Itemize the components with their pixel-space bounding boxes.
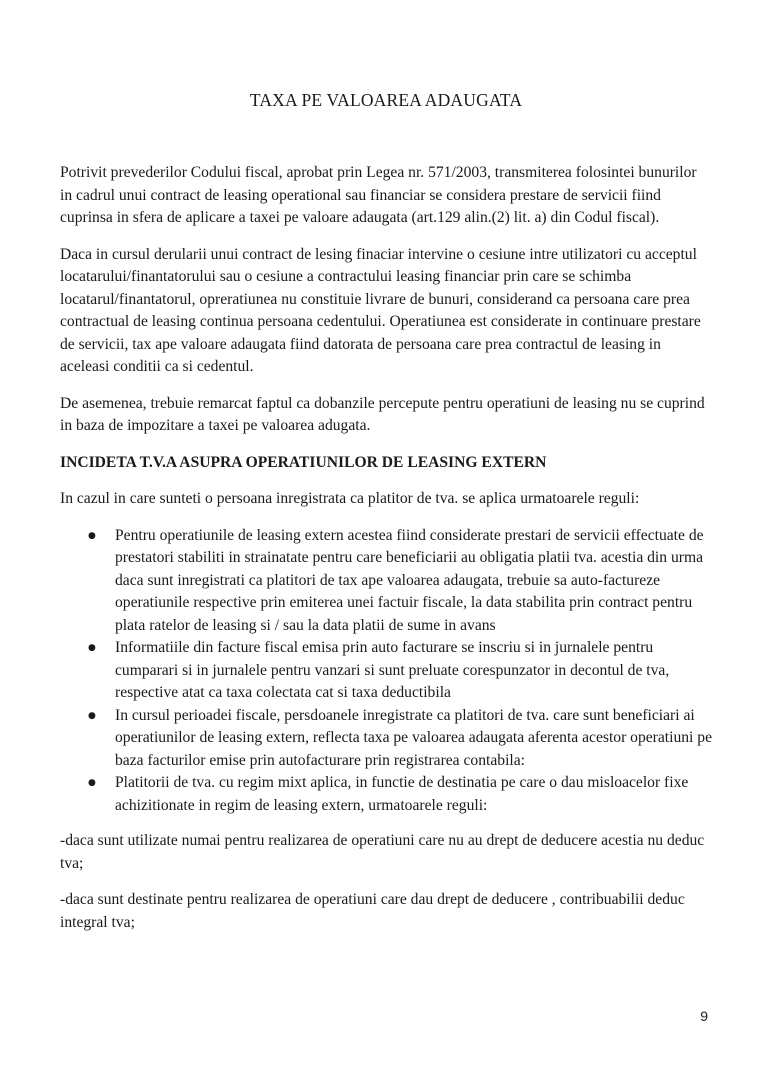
paragraph: De asemenea, trebuie remarcat faptul ca dobanzile percepute pentru operatiuni de leasing nu se cuprind in baza de impozitare a taxei pe valoarea adugata. [60,394,705,434]
bullet-list [60,525,712,818]
paragraph: Potrivit prevederilor Codului fiscal, aprobat prin Legea nr. 571/2003, transmiterea folosintei bunurilor in cadrul unui contract de leasing operational sau financiar se considera prestare de servicii fiind cuprinsa in sfera de aplicare a taxei pe valoare adaugata (art.129 alin.(2) lit. a) din Codul fiscal). [60,164,697,226]
paragraph: Daca in cursul derularii unui contract de lesing finaciar intervine o cesiune intre utilizatori cu acceptul locatarului/finantatorului sau o cesiune a contractului leasing financiar prin care se schimba locatarul/finantatorul, opreratiunea nu constituie livrare de bunuri, considerand ca persoana care prea contractual de leasing continua persoana cedentului. Operatiunea est considerate in continuare prestare de servicii, tax ape valoare adaugata fiind datorata de persoana care prea contractul de leasing in aceleasi conditii ca si cedentul. [60,245,701,375]
section-heading: INCIDETA T.V.A ASUPRA OPERATIUNILOR DE LEASING EXTERN [60,453,547,471]
bullet-item: ● Pentru operatiunile de leasing extern acestea fiind considerate prestari de servicii effectuate de prestatori stabiliti in strainatate pentru care beneficiarii au obligatia platii tva. acestia din urma daca sunt inregistrati ca platitori de tax ape valoarea adaugata, trebuie sa auto-factureze operatiunile respective prin emiterea unei factuir fiscale, la data stabilita prin contract pentru plata ratelor de leasing si / sau la data platii de sume in avans [115,525,712,638]
document-title: TAXA PE VALOAREA ADAUGATA [249,90,523,110]
closing-paragraph: -daca sunt utilizate numai pentru realizarea de operatiuni care nu au drept de deducere acestia nu deduc tva; [60,832,705,872]
bullet-item: ● Platitorii de tva. cu regim mixt aplica, in functie de destinatia pe care o dau misloacelor fixe achizitionate in regim de leasing extern, urmatoarele reguli: [115,772,712,817]
intro-paragraph: In cazul in care sunteti o persoana inregistrata ca platitor de tva. se aplica urmatoarele reguli: [60,490,640,507]
page-content [60,88,712,948]
closing-paragraph: -daca sunt destinate pentru realizarea de operatiuni care dau drept de deducere , contribuabilii deduc integral tva; [60,891,685,931]
page-number: 9 [700,1008,708,1024]
bullet-item: ● Informatiile din facture fiscal emisa prin auto facturare se inscriu si in jurnalele pentru cumparari si in jurnalele pentru vanzari si sunt preluate corespunzator in decontul de tva, respective atat ca taxa colectata cat si taxa deductibila [115,637,712,705]
bullet-item: ● In cursul perioadei fiscale, persdoanele inregistrate ca platitori de tva. care sunt beneficiari ai operatiunilor de leasing extern, reflecta taxa pe valoarea adaugata aferenta acestor operatiuni pe baza facturilor emise prin autofacturare prin registrarea contabila: [115,705,712,773]
